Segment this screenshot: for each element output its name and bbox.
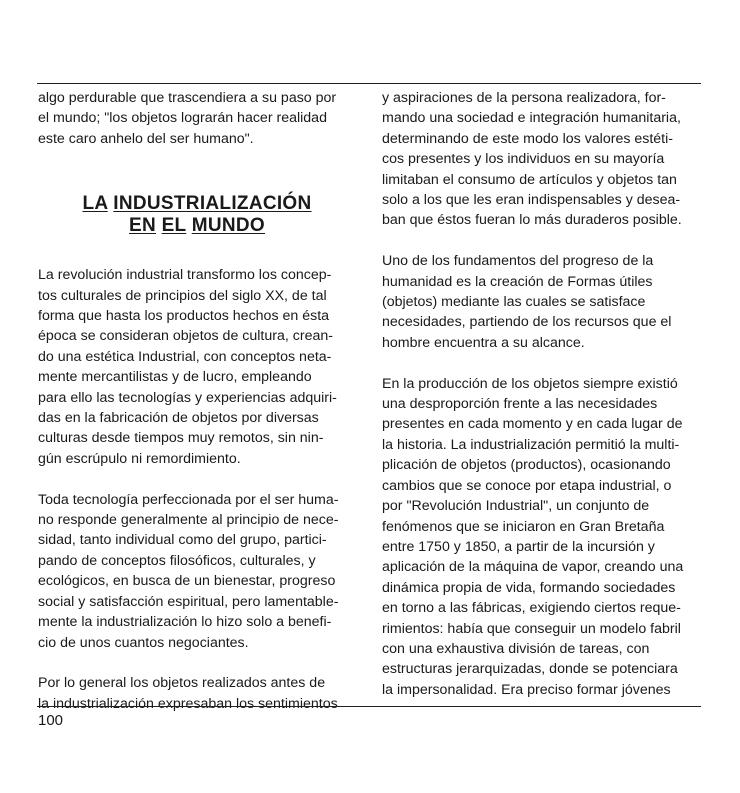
text-line: sidad, tanto individual como del grupo, partici-: [38, 532, 327, 549]
text-line: fenómenos que se iniciaron en Gran Bretaña: [382, 518, 665, 535]
text-line: mente la industrialización lo hizo solo a benefi-: [38, 614, 332, 631]
text-line: ecológicos, en busca de un bienestar, progreso: [38, 573, 336, 590]
text-line: En la producción de los objetos siempre existió: [382, 375, 678, 392]
text-line: culturas desde tiempos muy remotos, sin nin-: [38, 430, 324, 447]
text-line: aplicación de la máquina de vapor, creando una: [382, 559, 684, 576]
text-line: cos presentes y los individuos en su mayoría: [382, 151, 665, 168]
text-line: plicación de objetos (productos), ocasionando: [382, 457, 671, 474]
text-line: determinando de este modo los valores estéti-: [382, 130, 674, 147]
text-line: hombre encuentra a su alcance.: [382, 334, 585, 351]
heading-word: MUNDO: [191, 215, 265, 237]
text-line: Uno de los fundamentos del progreso de la: [382, 253, 654, 270]
paragraph-6: [382, 251, 702, 353]
text-line: (objetos) mediante las cuales se satisface: [382, 294, 646, 311]
bottom-rule: [37, 706, 701, 707]
paragraph-3: [38, 490, 356, 653]
text-line: mente mercantilistas y de lucro, empleando: [38, 369, 312, 386]
text-line: do una estética Industrial, con conceptos neta-: [38, 348, 332, 365]
text-line: pando de conceptos filosóficos, culturales, y: [38, 552, 316, 569]
text-line: la industrialización expresaban los sentimientos: [38, 695, 338, 712]
paragraph-1: [38, 88, 356, 149]
text-line: cambios que se conoce por etapa industrial, o: [382, 477, 672, 494]
text-line: Por lo general los objetos realizados antes de: [38, 675, 326, 692]
text-line: social y satisfacción espiritual, pero lamentable-: [38, 593, 339, 610]
text-line: por "Revolución Industrial", un conjunto de: [382, 498, 650, 515]
text-line: forma que hasta los productos hechos en ésta: [38, 308, 330, 325]
text-line: con una exhaustiva división de tareas, con: [382, 640, 650, 657]
text-line: algo perdurable que trascendiera a su paso por: [38, 90, 337, 106]
section-heading: [38, 193, 356, 237]
text-line: necesidades, partiendo de los recursos que el: [382, 314, 672, 331]
paragraph-2: [38, 265, 356, 469]
text-line: no responde generalmente al principio de nece-: [38, 512, 339, 529]
paragraph-5: [382, 88, 702, 231]
text-line: el mundo; "los objetos lograrán hacer realidad: [38, 110, 327, 127]
text-line: La revolución industrial transformo los concep-: [38, 267, 332, 284]
text-line: entre 1750 y 1850, a partir de la incursión y: [382, 538, 655, 555]
text-line: una desproporción frente a las necesidades: [382, 396, 658, 413]
paragraph-4: [38, 673, 356, 714]
heading-word: LA: [82, 193, 108, 215]
right-column: [382, 88, 702, 700]
top-rule: [37, 83, 701, 84]
text-line: en torno a las fábricas, exigiendo ciertos reque-: [382, 600, 681, 617]
heading-word: EL: [161, 215, 187, 237]
text-line: cio de unos cuantos negociantes.: [38, 634, 249, 651]
text-line: la impersonalidad. Era preciso formar jóvenes: [382, 681, 671, 698]
text-line: solo a los que les eran indispensables y desea-: [382, 192, 681, 209]
text-line: presentes en cada momento y en cada lugar de: [382, 416, 683, 433]
text-line: gún escrúpulo ni remordimiento.: [38, 450, 241, 467]
text-line: dinámica propia de vida, formando sociedades: [382, 579, 676, 596]
text-line: época se consideran objetos de cultura, crean-: [38, 328, 333, 345]
text-line: tos culturales de principios del siglo XX, de tal: [38, 287, 327, 304]
left-column: [38, 88, 356, 714]
heading-word: EN: [128, 215, 156, 237]
paragraph-7: [382, 374, 702, 701]
text-line: y aspiraciones de la persona realizadora, for-: [382, 90, 666, 106]
text-line: das en la fabricación de objetos por diversas: [38, 410, 319, 427]
page-number: 100: [38, 712, 64, 729]
text-line: la historia. La industrialización permitió la multi-: [382, 436, 680, 453]
text-line: rimientos: había que conseguir un modelo fabril: [382, 620, 681, 637]
text-line: para ello las tecnologías y experiencias adquiri-: [38, 389, 337, 406]
text-line: mando una sociedad e integración humanitaria,: [382, 110, 681, 127]
text-line: estructuras jerarquizadas, donde se potenciara: [382, 661, 678, 678]
text-line: humanidad es la creación de Formas útiles: [382, 273, 653, 290]
text-line: Toda tecnología perfeccionada por el ser huma-: [38, 491, 339, 508]
text-line: ban que éstos fueran lo más duraderos posible.: [382, 212, 682, 229]
text-line: limitaban el consumo de artículos y objetos tan: [382, 171, 677, 188]
heading-word: INDUSTRIALIZACIÓN: [113, 193, 312, 215]
text-line: este caro anhelo del ser humano".: [38, 130, 254, 147]
